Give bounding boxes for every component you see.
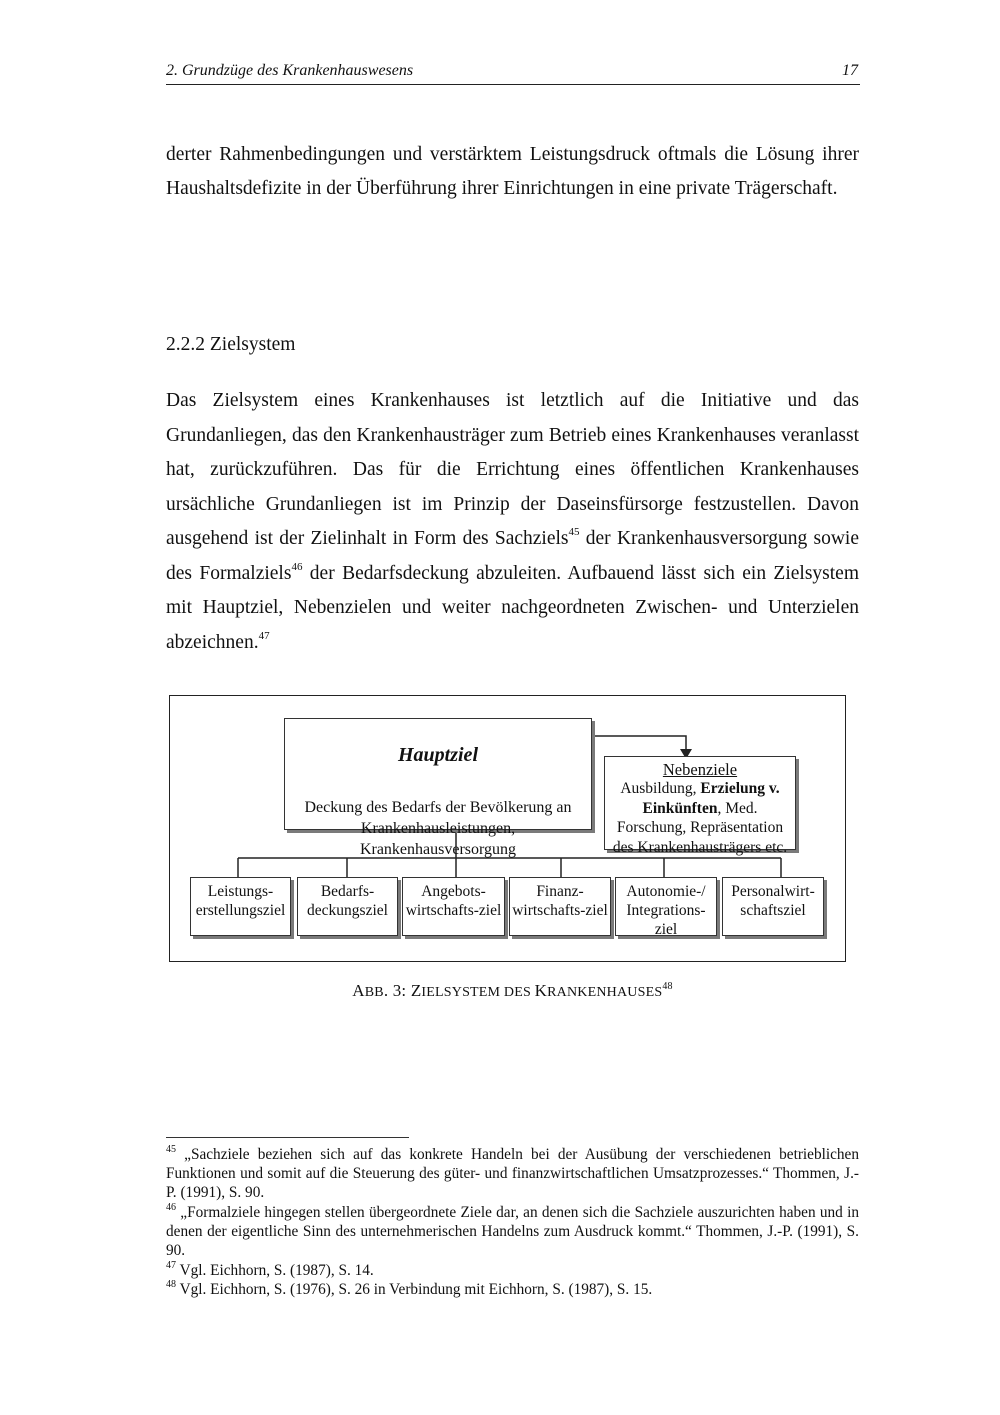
running-header <box>166 60 860 85</box>
footnote-text: „Sachziele beziehen sich auf das konkrete Handeln bei der Ausübung der verschiedenen betrieblichen Funktionen und somit auf die Steuerung des güter- und finanzwirtschaftlichen Umsatzprozesses.“ Thommen, J.-P. (1991), S. 90. <box>166 1146 859 1201</box>
figure-caption <box>166 981 859 1001</box>
sub-goal-box-3 <box>402 877 505 936</box>
footnote-ref-45[interactable]: 45 <box>568 526 580 538</box>
sub-goal-box-2 <box>297 877 398 936</box>
side-goals-box <box>604 756 796 856</box>
paragraph-zielsystem <box>166 384 859 660</box>
connector-main-to-side <box>592 736 686 754</box>
sub-goal-label-4: Finanz-wirtschafts-ziel <box>512 883 608 919</box>
side-goals-title: Nebenziele <box>662 760 738 779</box>
side-goals-text-2: , Med. Forschung, Repräsentation des Krankenhausträgers etc. <box>612 799 788 856</box>
caption-a: A <box>352 981 365 1000</box>
footnote-ref-47[interactable]: 47 <box>258 629 270 642</box>
footnote-separator <box>166 1137 409 1138</box>
sub-goal-label-5: Autonomie-/ Integrations-ziel <box>626 883 706 938</box>
footnote-48 <box>166 1280 859 1299</box>
paragraph-text-3: der Bedarfsdeckung abzuleiten. Aufbauend lässt sich ein Zielsystem mit Hauptziel, Nebenzielen und weiter nachgeordneten Zwischen- und Unterzielen abzeichnen. <box>166 562 859 653</box>
main-goal-description: Deckung des Bedarfs der Bevölkerung an Krankenhausleistungen, Krankenhausversorgung <box>304 799 572 858</box>
footnote-45 <box>166 1145 859 1202</box>
caption-k-rest: RANKENHAUSES <box>547 985 663 1000</box>
sub-goal-box-6 <box>722 877 824 936</box>
caption-k: K <box>534 981 548 1000</box>
footnote-number: 45 <box>166 1144 176 1155</box>
footnote-number: 46 <box>166 1202 176 1213</box>
footnote-number: 47 <box>166 1260 176 1271</box>
footnote-number: 48 <box>166 1279 176 1290</box>
goal-system-figure <box>169 695 846 962</box>
page-number: 17 <box>842 62 858 79</box>
sub-goal-box-1 <box>190 877 291 936</box>
sub-goal-label-3: Angebots-wirtschafts-ziel <box>405 883 502 919</box>
main-goal-title: Hauptziel <box>397 744 478 766</box>
footnote-text: Vgl. Eichhorn, S. (1987), S. 14. <box>179 1262 374 1279</box>
sub-goal-label-2: Bedarfs-deckungsziel <box>307 883 388 919</box>
paragraph-continuation: derter Rahmenbedingungen und verstärktem Leistungsdruck oftmals die Lösung ihrer Haushaltsdefizite in der Überführung ihrer Einrichtungen in eine private Trägerschaft. <box>166 144 859 199</box>
side-goals-text-1: Ausbildung, <box>620 780 701 797</box>
caption-number: . 3: <box>383 981 411 1000</box>
footnote-text: „Formalziele hingegen stellen übergeordnete Ziele dar, an denen sich die Sachziele auszurichten haben und in denen der eigentliche Sinn des unternehmerischen Handelns zum Ausdruck kommt.“ Thommen, J.-P. (1991), S. 90. <box>166 1204 859 1259</box>
footnote-ref-48[interactable]: 48 <box>662 981 673 992</box>
sub-goal-box-5 <box>615 877 717 936</box>
caption-z: Z <box>410 981 422 1000</box>
sub-goal-box-4 <box>509 877 611 936</box>
chapter-title: 2. Grundzüge des Krankenhauswesens <box>166 62 414 79</box>
side-goals-bold: Erzielung v. Einkünften <box>642 780 780 817</box>
footnote-46 <box>166 1203 859 1260</box>
caption-a-rest: BB <box>364 985 384 1000</box>
section-heading: 2.2.2 Zielsystem <box>166 334 296 355</box>
paragraph-text-1: Das Zielsystem eines Krankenhauses ist letztlich auf die Initiative und das Grundanliegen, das den Krankenhausträger zum Betrieb eines Krankenhauses veranlasst hat, zurückzuführen. Das für die Errichtung eines öffentlichen Krankenhauses ursächliche Grundanliegen ist im Prinzip der Daseinsfürsorge festzustellen. Davon ausgehend ist der Zielinhalt in Form des Sachziels <box>166 390 859 549</box>
main-goal-box <box>284 718 592 858</box>
footnote-text: Vgl. Eichhorn, S. (1976), S. 26 in Verbindung mit Eichhorn, S. (1987), S. 15. <box>179 1281 653 1298</box>
sub-goal-label-1: Leistungs-erstellungsziel <box>195 883 286 919</box>
paragraph-text-2: der Krankenhausversorgung sowie des Formalziels <box>166 528 859 584</box>
sub-goal-label-6: Personalwirt-schaftsziel <box>731 883 815 919</box>
caption-z-rest: IELSYSTEM DES <box>421 985 535 1000</box>
side-goals-text <box>607 779 793 857</box>
footnote-ref-46[interactable]: 46 <box>291 560 303 573</box>
footnote-47 <box>166 1261 859 1280</box>
